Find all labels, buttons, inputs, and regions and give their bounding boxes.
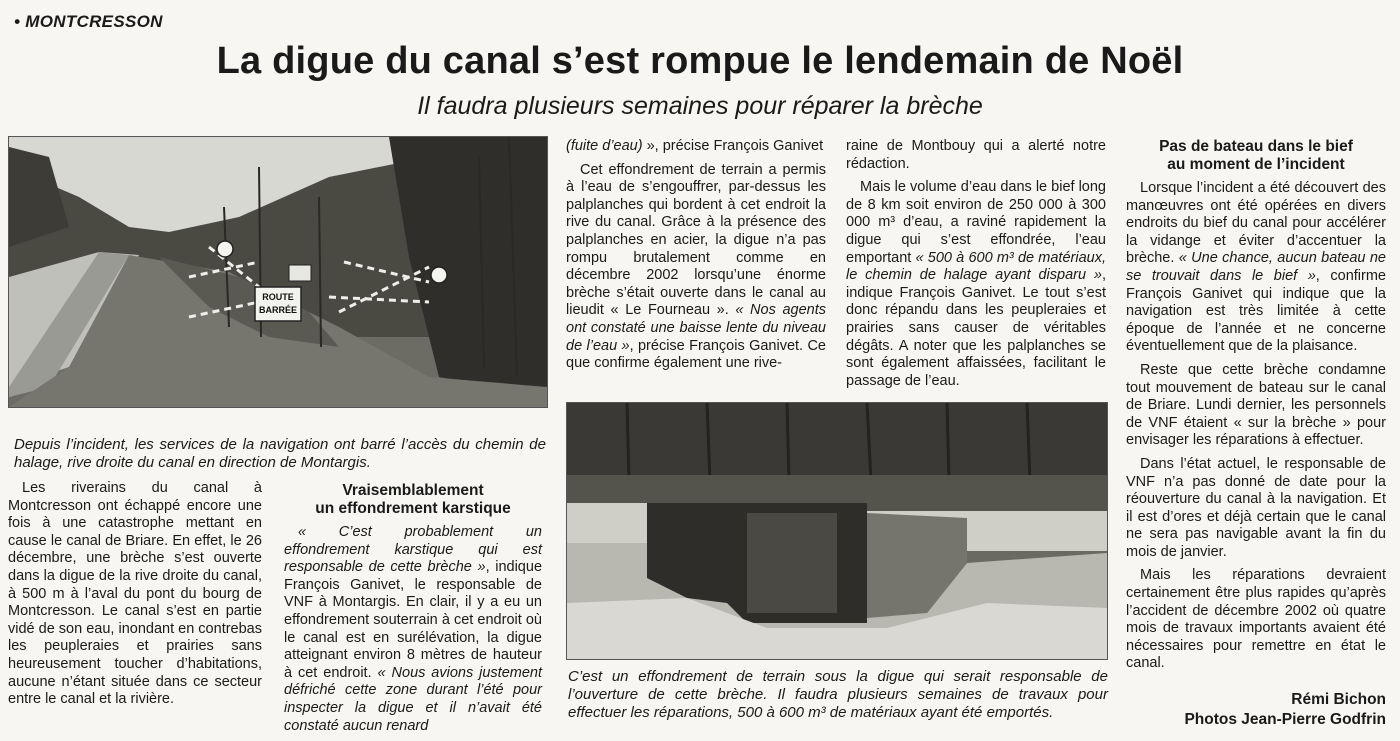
column-1 [8,480,262,715]
col2-quote-1: « C’est probablement un effondrement karstique qui est responsable de cette brèche » [284,524,542,576]
signature-block [1126,690,1386,730]
col3-text-a: Cet effondrement de terrain a permis à l’eau de s’engouffrer, par-dessus les palplanches qui bordent à cet endroit la rive du canal. Grâce à la présence des palplanches en acier, la digue n’a pas rompu brutalement comme en décembre 2002 lorsqu’une énorme brèche s’était ouverte dans le canal au lieudit « Le Fourneau ». [566,161,826,319]
col5-paragraph-4: Mais les réparations devraient certainement être plus rapides qu’après l’accident de décembre 2002 où quatre mois de travaux importants avaient été nécessaires pour remettre en état le canal. [1126,567,1386,672]
col5-subtitle [1126,138,1386,174]
sign-text-barree: BARRÉE [258,305,298,315]
col3-text-b: , précise François Ganivet. Ce que confirme également une rive- [566,337,826,372]
col3-paragraph [566,162,826,373]
col4-quote: « 500 à 600 m³ de matériaux, le chemin de halage ayant disparu » [846,249,1106,284]
photo-credit: Photos Jean-Pierre Godfrin [1184,711,1386,728]
column-2 [284,482,542,741]
col3-continuation [566,138,826,156]
author-name: Rémi Bichon [1291,691,1386,708]
col1-paragraph: Les riverains du canal à Montcresson ont échappé encore une fois à une catastrophe mettant en cause le canal de Briare. En effet, le 26 décembre, une brèche s’est ouverte dans la digue de la rive droite du canal, à 500 m à l’aval du pont du bourg de Montcresson. Le canal s’est en partie vidé de son eau, inondant en contrebas les peupleraies et prairies sans heureusement toucher d’habitations, aucune n’étant située dans ce secteur entre le canal et la rivière. [8,480,262,708]
section-label: • MONTCRESSON [14,12,163,31]
column-5 [1126,138,1386,679]
photo-canal-barrier [8,136,548,408]
breach-illustration [567,403,1107,659]
col5-subtitle-line1: Pas de bateau dans le bief [1159,138,1353,155]
photo1-caption: Depuis l’incident, les services de la navigation ont barré l’accès du chemin de halage, rive droite du canal en direction de Montargis. [14,436,546,471]
col3-quote: « Nos agents ont constaté une baisse lente du niveau de l’eau » [566,302,826,354]
col5-paragraph-2: Reste que cette brèche condamne tout mouvement de bateau sur le canal de Briare. Lundi dernier, les personnels de VNF étaient « sur la brèche » pour envisager les réparations à effectuer. [1126,361,1386,449]
column-4 [846,138,1106,396]
col4-paragraph [846,179,1106,390]
col2-subtitle-line2: un effondrement karstique [315,500,511,517]
col2-subtitle [284,482,542,518]
col3-cont-text: », précise François Ganivet [642,138,824,154]
headline: La digue du canal s’est rompue le lendemain de Noël [216,40,1184,82]
col3-cont-quote: (fuite d’eau) [566,138,643,154]
canal-barrier-illustration [9,137,547,407]
col2-quote-2: « Nous avions justement défriché cette zone durant l’été pour inspecter la digue et il n’avait été constaté aucun renard [284,664,543,734]
col5-paragraph-3: Dans l’état actuel, le responsable de VNF n’a pas donné de date pour la réouverture du canal à la navigation. Et il est d’ores et déjà certain que le canal ne sera pas navigable avant la fin du mois de janvier. [1126,455,1386,560]
col2-subtitle-line1: Vraisemblablement [342,482,484,499]
col2-paragraph [284,524,542,735]
sign-text-route: ROUTE [262,292,294,302]
col2-text-1: , indique François Ganivet, le responsable de VNF à Montargis. En clair, il y a eu un effondrement souterrain à cet endroit où le canal est en surélévation, la digue atteignant environ 8 mètres de hauteur à cet endroit. [284,559,543,681]
col5-paragraph-1 [1126,180,1386,356]
photo-breach [566,402,1108,660]
col5-subtitle-line2: au moment de l’incident [1167,156,1345,173]
col4-continuation: raine de Montbouy qui a alerté notre rédaction. [846,138,1106,172]
subheadline: Il faudra plusieurs semaines pour réparer la brèche [417,92,983,120]
col5-text-a: Lorsque l’incident a été découvert des manœuvres ont été opérées en divers endroits du bief du canal pour accélérer la vidange et éviter d’accentuer la brèche. [1126,180,1386,267]
col5-text-b: , confirme François Ganivet qui indique que la navigation est très limitée à cette époque de l’année et ne concerne éventuellement que de la plaisance. [1126,267,1386,355]
col4-text-a: Mais le volume d’eau dans le bief long de 8 km soit environ de 250 000 à 300 000 m³ d’eau, a raviné rapidement la digue qui s’est effondrée, l’eau emportant [846,179,1106,266]
col4-text-b: , indique François Ganivet. Le tout s’est donc répandu dans les peupleraies et prairies sans causer de véritables dégâts. A noter que les palplanches se sont également affaissées, facilitant le passage de l’eau. [846,267,1106,389]
column-3 [566,138,826,379]
col5-quote: « Une chance, aucun bateau ne se trouvait dans le bief » [1126,250,1386,284]
photo2-caption: C’est un effondrement de terrain sous la digue qui serait responsable de l’ouverture de cette brèche. Il faudra plusieurs semaines de travaux pour effectuer les réparations, 500 à 600 m³ de matériaux ayant été emportés. [568,668,1108,721]
